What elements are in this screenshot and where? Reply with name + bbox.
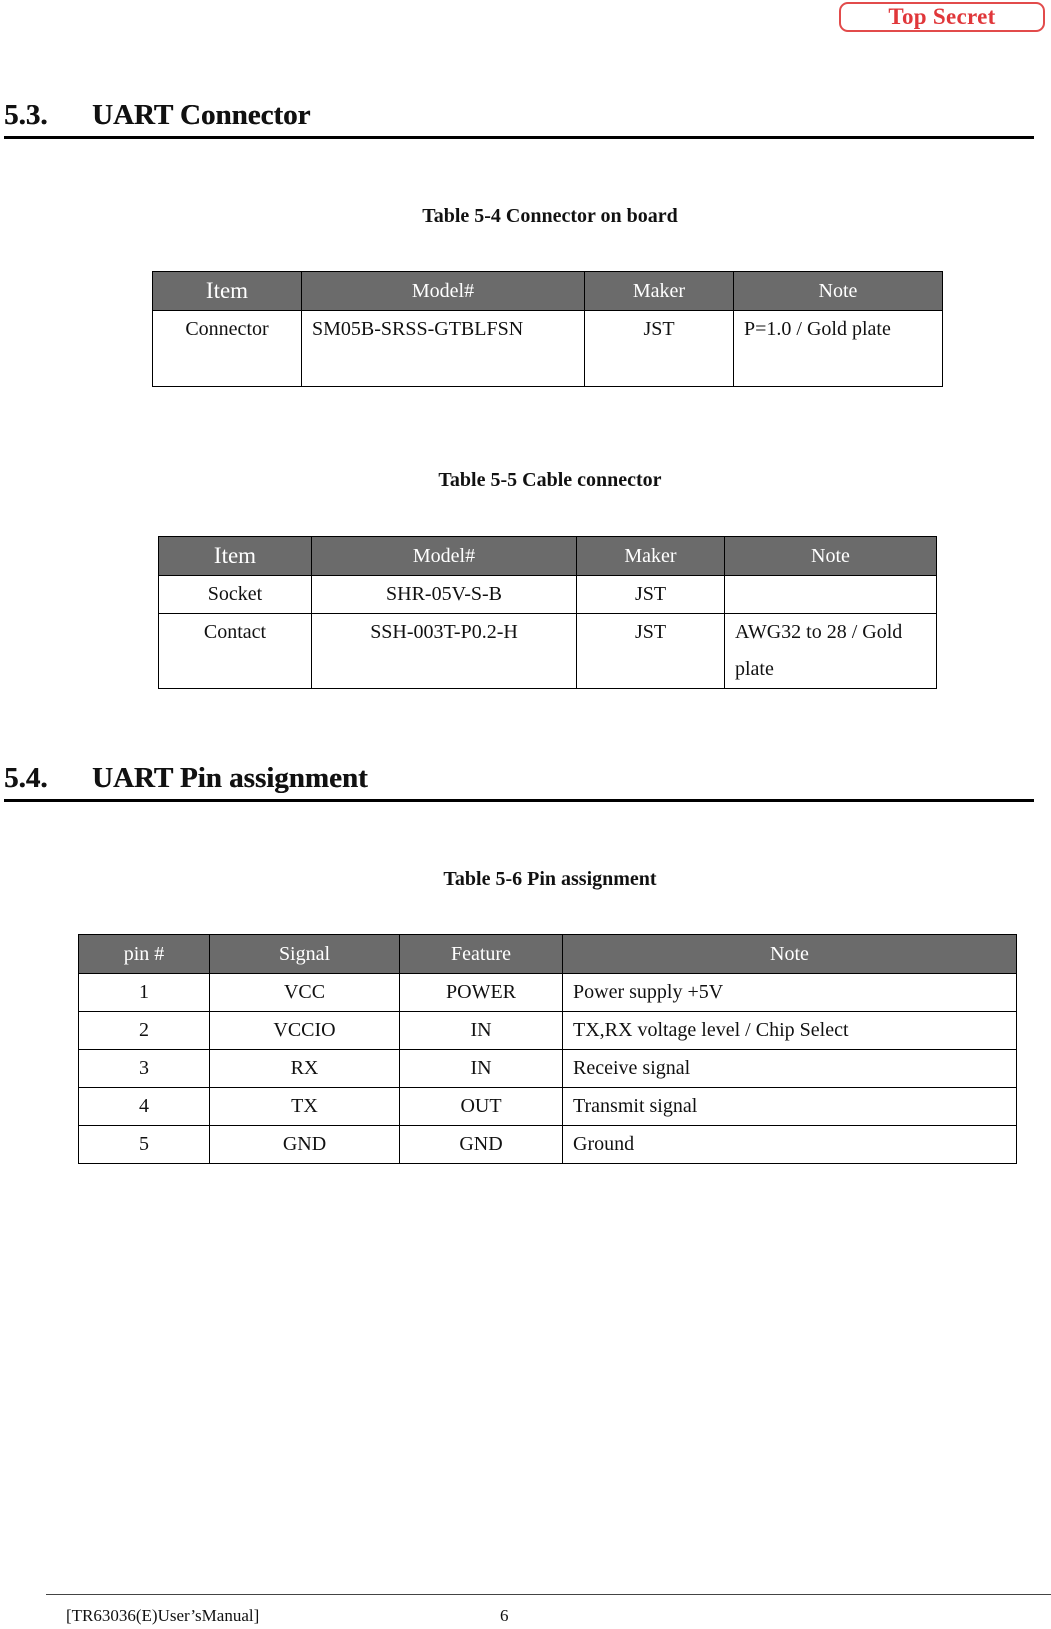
- header-feature: Feature: [400, 935, 563, 974]
- cell-note: Receive signal: [563, 1050, 1017, 1088]
- table-header-row: [79, 935, 1017, 974]
- table-row: [159, 576, 937, 614]
- pin-assignment-table: [78, 934, 1017, 1164]
- section-number: 5.4.: [4, 762, 48, 794]
- cable-connector-table: [158, 536, 937, 689]
- cell-model: SM05B-SRSS-GTBLFSN: [302, 311, 585, 387]
- section-heading-5-4: [4, 760, 1034, 802]
- cell-feature: OUT: [400, 1088, 563, 1126]
- cell-feature: IN: [400, 1050, 563, 1088]
- cell-note: Power supply +5V: [563, 974, 1017, 1012]
- cell-feature: GND: [400, 1126, 563, 1164]
- table-caption-5-4: Table 5-4 Connector on board: [422, 205, 678, 227]
- page-number: 6: [500, 1606, 509, 1625]
- cell-pin: 2: [79, 1012, 210, 1050]
- cell-pin: 1: [79, 974, 210, 1012]
- cell-note: Ground: [563, 1126, 1017, 1164]
- table-row: [79, 1012, 1017, 1050]
- cell-signal: VCC: [210, 974, 400, 1012]
- cell-signal: TX: [210, 1088, 400, 1126]
- header-note: Note: [725, 537, 937, 576]
- header-note: Note: [734, 272, 943, 311]
- table-caption-5-6: Table 5-6 Pin assignment: [443, 868, 657, 890]
- cell-note: [725, 576, 937, 614]
- cell-pin: 3: [79, 1050, 210, 1088]
- table-row: [79, 974, 1017, 1012]
- cell-signal: RX: [210, 1050, 400, 1088]
- cell-pin: 4: [79, 1088, 210, 1126]
- section-title: UART Pin assignment: [92, 762, 368, 794]
- connector-on-board-table: [152, 271, 943, 387]
- header-maker: Maker: [585, 272, 734, 311]
- cell-feature: POWER: [400, 974, 563, 1012]
- table-header-row: [159, 537, 937, 576]
- table-row: [153, 311, 943, 387]
- cell-maker: JST: [585, 311, 734, 387]
- cell-maker: JST: [577, 576, 725, 614]
- table-row: [79, 1126, 1017, 1164]
- header-item: Item: [153, 272, 302, 311]
- header-signal: Signal: [210, 935, 400, 974]
- cell-note: P=1.0 / Gold plate: [734, 311, 943, 387]
- top-secret-stamp: Top Secret: [839, 2, 1045, 32]
- section-title: UART Connector: [92, 99, 311, 131]
- header-note: Note: [563, 935, 1017, 974]
- footer-divider: [46, 1594, 1051, 1595]
- cell-signal: GND: [210, 1126, 400, 1164]
- header-maker: Maker: [577, 537, 725, 576]
- cell-model: SSH-003T-P0.2-H: [312, 614, 577, 689]
- table-caption-5-5: Table 5-5 Cable connector: [438, 469, 662, 491]
- header-pin: pin #: [79, 935, 210, 974]
- cell-model: SHR-05V-S-B: [312, 576, 577, 614]
- cell-note: TX,RX voltage level / Chip Select: [563, 1012, 1017, 1050]
- cell-item: Connector: [153, 311, 302, 387]
- cell-pin: 5: [79, 1126, 210, 1164]
- cell-maker: JST: [577, 614, 725, 689]
- footer-document-id: [TR63036(E)User’sManual]: [66, 1606, 260, 1625]
- cell-note: Transmit signal: [563, 1088, 1017, 1126]
- header-model: Model#: [312, 537, 577, 576]
- table-row: [159, 614, 937, 689]
- cell-feature: IN: [400, 1012, 563, 1050]
- table-header-row: [153, 272, 943, 311]
- cell-item: Contact: [159, 614, 312, 689]
- table-row: [79, 1050, 1017, 1088]
- cell-signal: VCCIO: [210, 1012, 400, 1050]
- section-heading-5-3: [4, 97, 1034, 139]
- table-row: [79, 1088, 1017, 1126]
- header-model: Model#: [302, 272, 585, 311]
- header-item: Item: [159, 537, 312, 576]
- cell-item: Socket: [159, 576, 312, 614]
- cell-note: AWG32 to 28 / Gold plate: [725, 614, 937, 689]
- section-number: 5.3.: [4, 99, 48, 131]
